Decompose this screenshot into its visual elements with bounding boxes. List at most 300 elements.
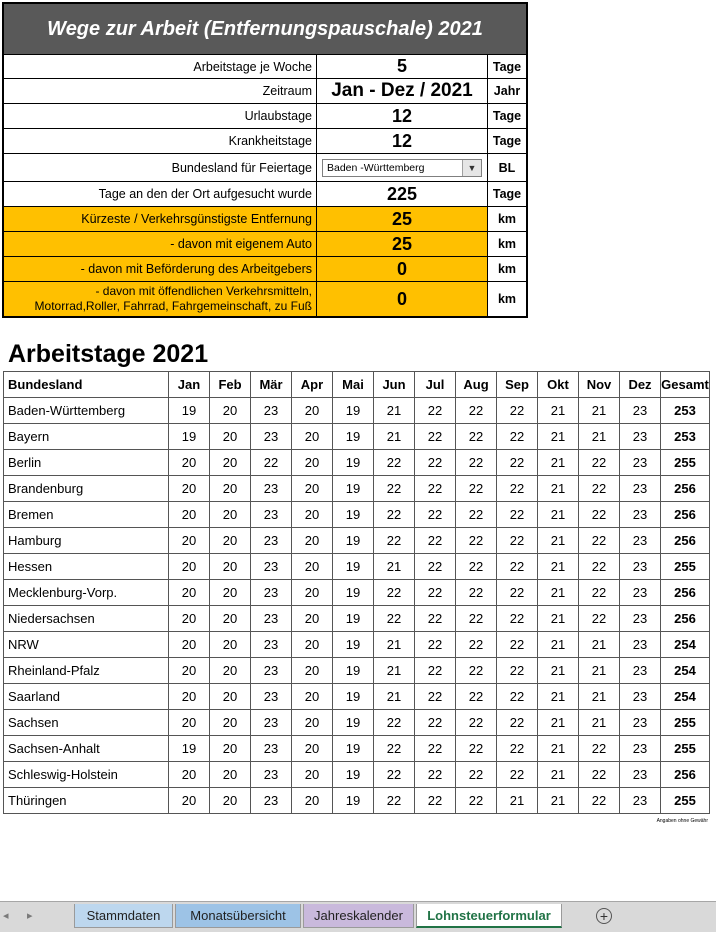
form-row-own-car [4,232,526,257]
total-cell: 253 [661,398,710,424]
month-cell: 23 [620,450,661,476]
value-period[interactable]: Jan - Dez / 2021 [317,79,488,103]
month-cell: 20 [210,632,251,658]
month-cell: 21 [538,528,579,554]
month-cell: 21 [538,658,579,684]
month-cell: 20 [169,476,210,502]
month-cell: 21 [538,788,579,814]
month-cell: 22 [579,502,620,528]
month-cell: 22 [497,580,538,606]
column-header-state: Bundesland [4,372,169,398]
state-name-cell: Saarland [4,684,169,710]
form-row-public-transport [4,282,526,316]
value-shortest-distance[interactable]: 25 [317,207,488,231]
month-cell: 21 [538,762,579,788]
total-cell: 255 [661,710,710,736]
month-cell: 20 [210,398,251,424]
value-days-visited: 225 [317,182,488,206]
month-cell: 23 [620,398,661,424]
column-header: Jun [374,372,415,398]
month-cell: 23 [251,502,292,528]
unit-sick-days: Tage [492,134,522,148]
month-cell: 19 [333,424,374,450]
label-public-transport-line1: - davon mit öffendlichen Verkehrsmitteln, [95,284,312,298]
tab-stammdaten[interactable]: Stammdaten [74,904,173,928]
month-cell: 23 [620,424,661,450]
month-cell: 21 [538,606,579,632]
table-row [4,658,710,684]
label-public-transport [4,282,317,316]
column-header: Mär [251,372,292,398]
month-cell: 20 [292,788,333,814]
month-cell: 20 [292,450,333,476]
month-cell: 22 [497,736,538,762]
total-cell: 256 [661,606,710,632]
unit-state: BL [498,160,516,175]
month-cell: 23 [620,554,661,580]
month-cell: 20 [210,580,251,606]
month-cell: 19 [333,710,374,736]
column-header: Nov [579,372,620,398]
month-cell: 21 [538,424,579,450]
month-cell: 22 [415,476,456,502]
month-cell: 20 [210,788,251,814]
month-cell: 19 [333,580,374,606]
month-cell: 20 [292,528,333,554]
month-cell: 19 [333,398,374,424]
month-cell: 22 [415,762,456,788]
state-name-cell: Sachsen-Anhalt [4,736,169,762]
column-header: Sep [497,372,538,398]
month-cell: 19 [333,528,374,554]
state-name-cell: Hessen [4,554,169,580]
month-cell: 23 [251,710,292,736]
month-cell: 23 [620,632,661,658]
month-cell: 20 [292,710,333,736]
column-header: Jul [415,372,456,398]
month-cell: 20 [292,684,333,710]
month-cell: 19 [333,658,374,684]
month-cell: 21 [579,632,620,658]
month-cell: 22 [415,424,456,450]
month-cell: 22 [456,762,497,788]
month-cell: 20 [292,554,333,580]
month-cell: 20 [210,424,251,450]
month-cell: 23 [251,398,292,424]
total-cell: 254 [661,632,710,658]
month-cell: 22 [456,580,497,606]
month-cell: 23 [620,502,661,528]
column-header: Apr [292,372,333,398]
table-row [4,762,710,788]
total-cell: 255 [661,450,710,476]
month-cell: 20 [292,632,333,658]
month-cell: 22 [456,658,497,684]
month-cell: 23 [620,736,661,762]
month-cell: 23 [251,580,292,606]
total-cell: 256 [661,476,710,502]
total-cell: 253 [661,424,710,450]
total-cell: 255 [661,736,710,762]
month-cell: 22 [374,502,415,528]
month-cell: 20 [210,710,251,736]
state-name-cell: Thüringen [4,788,169,814]
month-cell: 21 [538,450,579,476]
total-cell: 256 [661,528,710,554]
month-cell: 20 [210,502,251,528]
state-dropdown[interactable] [322,159,482,177]
month-cell: 23 [620,580,661,606]
month-cell: 22 [579,554,620,580]
month-cell: 22 [579,528,620,554]
month-cell: 22 [374,710,415,736]
month-cell: 22 [456,528,497,554]
label-shortest-distance: Kürzeste / Verkehrsgünstigste Entfernung [4,207,317,231]
month-cell: 20 [210,528,251,554]
month-cell: 20 [169,450,210,476]
month-cell: 20 [292,606,333,632]
table-row [4,398,710,424]
unit-workdays-per-week: Tage [492,59,522,74]
column-header: Jan [169,372,210,398]
form-row-workdays [4,55,526,79]
table-row [4,450,710,476]
state-name-cell: NRW [4,632,169,658]
month-cell: 22 [456,684,497,710]
month-cell: 19 [169,424,210,450]
label-workdays-per-week: Arbeitstage je Woche [4,55,317,78]
month-cell: 23 [251,476,292,502]
month-cell: 22 [415,528,456,554]
month-cell: 22 [456,476,497,502]
month-cell: 22 [497,684,538,710]
month-cell: 22 [374,606,415,632]
month-cell: 22 [579,606,620,632]
month-cell: 22 [415,632,456,658]
label-period: Zeitraum [4,79,317,103]
month-cell: 19 [333,606,374,632]
month-cell: 20 [210,450,251,476]
month-cell: 22 [456,424,497,450]
state-name-cell: Baden-Württemberg [4,398,169,424]
month-cell: 22 [415,554,456,580]
month-cell: 22 [456,502,497,528]
label-employer-transport: - davon mit Beförderung des Arbeitgebers [4,257,317,281]
tab-lohnsteuerformular[interactable]: Lohnsteuerformular [416,904,562,928]
value-employer-transport[interactable]: 0 [317,257,488,281]
month-cell: 20 [292,762,333,788]
month-cell: 22 [415,710,456,736]
table-row [4,684,710,710]
month-cell: 19 [333,450,374,476]
month-cell: 21 [538,684,579,710]
table-row [4,632,710,658]
month-cell: 20 [210,606,251,632]
month-cell: 22 [579,762,620,788]
state-name-cell: Bayern [4,424,169,450]
month-cell: 22 [497,502,538,528]
month-cell: 20 [169,528,210,554]
month-cell: 23 [620,606,661,632]
disclaimer-note: Angaben ohne Gewähr [656,818,708,824]
month-cell: 20 [292,658,333,684]
month-cell: 21 [579,684,620,710]
month-cell: 23 [251,554,292,580]
unit-days-visited: Tage [492,187,522,201]
month-cell: 21 [579,658,620,684]
total-cell: 254 [661,684,710,710]
month-cell: 20 [210,554,251,580]
month-cell: 22 [497,710,538,736]
month-cell: 22 [374,580,415,606]
value-workdays-per-week[interactable]: 5 [317,55,488,78]
month-cell: 22 [456,632,497,658]
state-dropdown-value: Baden -Württemberg [327,161,425,174]
table-row [4,554,710,580]
month-cell: 20 [169,658,210,684]
commute-form [2,2,528,318]
total-cell: 254 [661,658,710,684]
month-cell: 22 [374,736,415,762]
total-cell: 255 [661,554,710,580]
month-cell: 20 [169,580,210,606]
month-cell: 21 [579,398,620,424]
month-cell: 22 [497,528,538,554]
column-header: Gesamt [661,372,710,398]
state-name-cell: Hamburg [4,528,169,554]
month-cell: 19 [333,632,374,658]
state-cell [317,154,488,181]
month-cell: 23 [251,736,292,762]
month-cell: 21 [538,580,579,606]
column-header: Feb [210,372,251,398]
state-name-cell: Niedersachsen [4,606,169,632]
month-cell: 21 [374,398,415,424]
month-cell: 20 [169,684,210,710]
table-row [4,528,710,554]
total-cell: 256 [661,580,710,606]
table-row [4,710,710,736]
month-cell: 21 [538,554,579,580]
label-public-transport-line2: Motorrad,Roller, Fahrrad, Fahrgemeinschaft, zu Fuß [34,299,312,313]
month-cell: 22 [415,736,456,762]
month-cell: 23 [620,788,661,814]
month-cell: 22 [456,606,497,632]
month-cell: 23 [251,684,292,710]
month-cell: 21 [374,424,415,450]
month-cell: 23 [251,762,292,788]
month-cell: 20 [292,398,333,424]
workdays-title: Arbeitstage 2021 [8,340,209,368]
month-cell: 22 [415,450,456,476]
value-sick-days[interactable]: 12 [317,129,488,153]
month-cell: 22 [579,450,620,476]
month-cell: 22 [374,762,415,788]
label-days-visited: Tage an den der Ort aufgesucht wurde [4,182,317,206]
month-cell: 22 [579,580,620,606]
form-title: Wege zur Arbeit (Entfernungspauschale) 2021 [4,4,526,55]
unit-public-transport: km [497,292,517,306]
month-cell: 19 [333,502,374,528]
unit-shortest-distance: km [497,212,517,226]
month-cell: 22 [456,788,497,814]
month-cell: 22 [497,398,538,424]
form-row-days-visited [4,182,526,207]
unit-own-car: km [497,237,517,251]
table-header-row [4,372,710,398]
month-cell: 20 [169,502,210,528]
form-row-employer-transport [4,257,526,282]
state-name-cell: Schleswig-Holstein [4,762,169,788]
tab-monatsuebersicht[interactable]: Monatsübersicht [175,904,301,928]
month-cell: 20 [292,476,333,502]
month-cell: 23 [251,788,292,814]
state-name-cell: Brandenburg [4,476,169,502]
column-header: Okt [538,372,579,398]
total-cell: 256 [661,502,710,528]
column-header: Aug [456,372,497,398]
month-cell: 22 [415,658,456,684]
month-cell: 21 [579,424,620,450]
month-cell: 22 [497,450,538,476]
month-cell: 22 [251,450,292,476]
month-cell: 21 [538,632,579,658]
month-cell: 21 [538,398,579,424]
month-cell: 22 [579,476,620,502]
month-cell: 22 [374,450,415,476]
unit-period: Jahr [493,84,521,98]
column-header: Dez [620,372,661,398]
month-cell: 23 [251,632,292,658]
month-cell: 23 [251,606,292,632]
total-cell: 256 [661,762,710,788]
month-cell: 20 [169,606,210,632]
month-cell: 20 [169,632,210,658]
scroll-right-icon[interactable]: ▸ [27,910,33,922]
form-row-distance [4,207,526,232]
chevron-down-icon[interactable]: ▼ [462,160,481,176]
month-cell: 19 [333,476,374,502]
month-cell: 22 [456,398,497,424]
month-cell: 20 [210,476,251,502]
total-cell: 255 [661,788,710,814]
value-vacation-days[interactable]: 12 [317,104,488,128]
month-cell: 22 [374,788,415,814]
state-name-cell: Mecklenburg-Vorp. [4,580,169,606]
month-cell: 22 [579,788,620,814]
month-cell: 22 [456,450,497,476]
tab-jahreskalender[interactable]: Jahreskalender [303,904,414,928]
month-cell: 20 [210,736,251,762]
month-cell: 20 [169,762,210,788]
month-cell: 19 [333,554,374,580]
month-cell: 20 [169,788,210,814]
table-row [4,788,710,814]
value-public-transport[interactable]: 0 [317,282,488,316]
month-cell: 22 [497,424,538,450]
month-cell: 22 [497,762,538,788]
column-header: Mai [333,372,374,398]
month-cell: 20 [292,580,333,606]
month-cell: 20 [210,658,251,684]
label-own-car: - davon mit eigenem Auto [4,232,317,256]
table-row [4,424,710,450]
month-cell: 22 [415,684,456,710]
workdays-table [3,371,710,814]
month-cell: 20 [169,554,210,580]
unit-vacation-days: Tage [492,109,522,123]
month-cell: 22 [374,476,415,502]
month-cell: 21 [374,554,415,580]
month-cell: 19 [333,736,374,762]
form-row-sick [4,129,526,154]
month-cell: 22 [497,554,538,580]
month-cell: 20 [292,502,333,528]
month-cell: 21 [538,476,579,502]
month-cell: 19 [169,736,210,762]
table-row [4,606,710,632]
month-cell: 23 [251,658,292,684]
table-row [4,736,710,762]
label-sick-days: Krankheitstage [4,129,317,153]
month-cell: 21 [538,502,579,528]
state-name-cell: Sachsen [4,710,169,736]
month-cell: 23 [620,476,661,502]
month-cell: 22 [415,606,456,632]
label-state: Bundesland für Feiertage [4,154,317,181]
month-cell: 22 [497,632,538,658]
month-cell: 22 [374,528,415,554]
month-cell: 22 [497,658,538,684]
state-name-cell: Berlin [4,450,169,476]
month-cell: 21 [579,710,620,736]
table-row [4,580,710,606]
form-row-state [4,154,526,182]
sheet-tab-bar [0,901,716,932]
value-own-car[interactable]: 25 [317,232,488,256]
month-cell: 23 [251,424,292,450]
month-cell: 19 [169,398,210,424]
form-row-vacation [4,104,526,129]
month-cell: 21 [538,710,579,736]
month-cell: 21 [538,736,579,762]
month-cell: 23 [620,710,661,736]
month-cell: 22 [415,788,456,814]
month-cell: 19 [333,684,374,710]
month-cell: 22 [415,580,456,606]
month-cell: 22 [579,736,620,762]
month-cell: 22 [415,502,456,528]
label-vacation-days: Urlaubstage [4,104,317,128]
month-cell: 21 [374,684,415,710]
month-cell: 19 [333,762,374,788]
month-cell: 22 [456,710,497,736]
month-cell: 21 [497,788,538,814]
form-row-period [4,79,526,104]
table-row [4,476,710,502]
month-cell: 20 [169,710,210,736]
month-cell: 21 [374,632,415,658]
scroll-left-icon[interactable]: ◂ [3,910,9,922]
add-sheet-icon[interactable]: + [596,908,612,924]
month-cell: 22 [456,554,497,580]
state-name-cell: Rheinland-Pfalz [4,658,169,684]
month-cell: 19 [333,788,374,814]
state-name-cell: Bremen [4,502,169,528]
month-cell: 23 [620,762,661,788]
table-row [4,502,710,528]
month-cell: 22 [497,476,538,502]
